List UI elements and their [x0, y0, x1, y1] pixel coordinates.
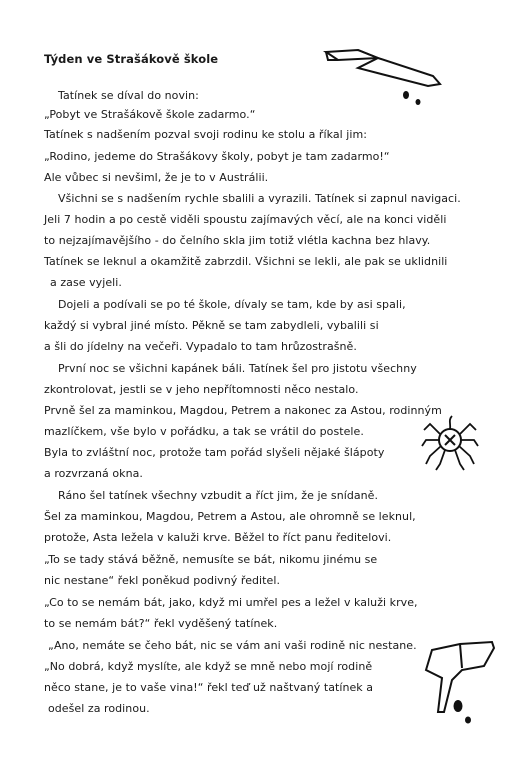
story-line: „Pobyt ve Strašákově škole zadarmo.“ — [44, 108, 256, 121]
story-line: každý si vybral jiné místo. Pěkně se tam zabydleli, vybalili si — [44, 319, 379, 332]
story-line: Dojeli a podívali se po té škole, dívaly se tam, kde by asi spali, — [58, 298, 406, 311]
story-line: a rozvrzaná okna. — [44, 467, 143, 480]
axe-drawing-icon — [412, 640, 502, 740]
story-line: Ale vůbec si nevšiml, že je to v Austrálii. — [44, 171, 269, 184]
story-line: Byla to zvláštní noc, protože tam pořád slyšeli nějaké šlápoty — [44, 446, 385, 459]
story-line: to nejzajímavějšího - do čelního skla jim totiž vlétla kachna bez hlavy. — [44, 234, 431, 247]
story-line: „Rodino, jedeme do Strašákovy školy, pobyt je tam zadarmo!“ — [44, 150, 390, 163]
story-line: Tatínek s nadšením pozval svoji rodinu ke stolu a říkal jim: — [44, 128, 367, 141]
story-line: odešel za rodinou. — [48, 702, 150, 715]
story-line: protože, Asta ležela v kaluži krve. Běžel to říct panu ředitelovi. — [44, 531, 392, 544]
story-line: „To se tady stává běžně, nemusíte se bát, nikomu jinému se — [44, 553, 378, 566]
story-line: a šli do jídelny na večeři. Vypadalo to tam hrůzostrašně. — [44, 340, 357, 353]
story-line: Jeli 7 hodin a po cestě viděli spoustu zajímavých věcí, ale na konci viděli — [44, 213, 447, 226]
story-line: zkontrolovat, jestli se v jeho nepřítomnosti něco nestalo. — [44, 383, 359, 396]
story-line: to se nemám bát?“ řekl vyděšený tatínek. — [44, 617, 278, 630]
story-line: Ráno šel tatínek všechny vzbudit a říct jim, že je snídaně. — [58, 489, 379, 502]
story-line: „No dobrá, když myslíte, ale když se mně nebo mojí rodině — [44, 660, 373, 673]
knife-drawing-icon — [318, 40, 448, 112]
story-line: a zase vyjeli. — [50, 276, 122, 289]
story-line: První noc se všichni kapánek báli. Tatínek šel pro jistotu všechny — [58, 362, 417, 375]
story-line: Tatínek se leknul a okamžitě zabrzdil. Všichni se lekli, ale pak se uklidnili — [44, 255, 448, 268]
story-line: mazlíčkem, vše bylo v pořádku, a tak se vrátil do postele. — [44, 425, 364, 438]
story-line: Tatínek se díval do novin: — [58, 89, 199, 102]
story-line: Prvně šel za maminkou, Magdou, Petrem a nakonec za Astou, rodinným — [44, 404, 442, 417]
story-line: nic nestane“ řekl poněkud podivný ředitel. — [44, 574, 280, 587]
story-line: Šel za maminkou, Magdou, Petrem a Astou, ale ohromně se leknul, — [44, 510, 416, 523]
story-line: Všichni se s nadšením rychle sbalili a vyrazili. Tatínek si zapnul navigaci. — [58, 192, 461, 205]
spider-drawing-icon — [418, 410, 484, 482]
story-title: Týden ve Strašákově škole — [44, 52, 219, 66]
story-line: „Co to se nemám bát, jako, když mi umřel pes a ležel v kaluži krve, — [44, 596, 418, 609]
story-line: něco stane, je to vaše vina!“ řekl teď už naštvaný tatínek a — [44, 681, 374, 694]
story-line: „Ano, nemáte se čeho bát, nic se vám ani vaši rodině nic nestane. — [48, 639, 417, 652]
